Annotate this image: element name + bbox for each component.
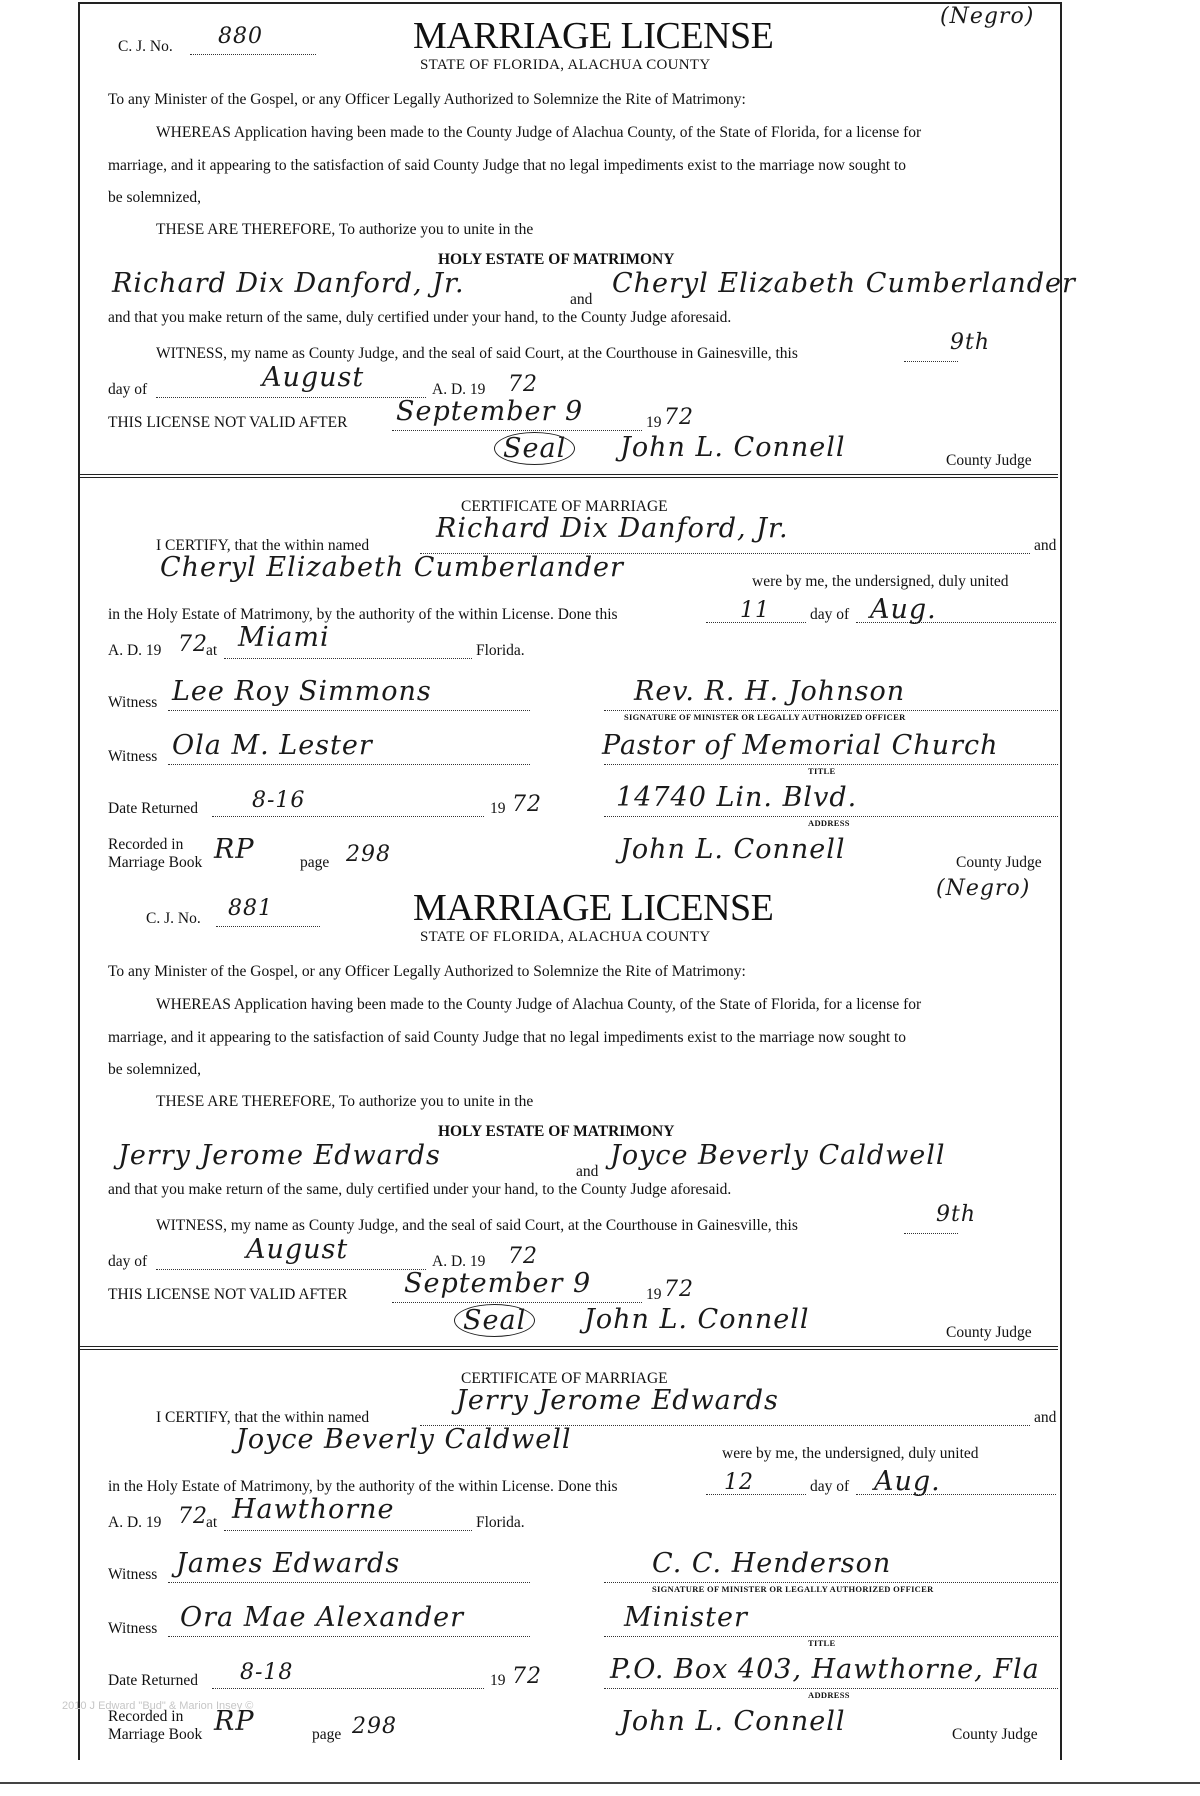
date-returned: 8-16: [252, 788, 306, 813]
whereas-line-1: WHEREAS Application having been made to the County Judge of Alachua County, of the State of Florida, for a license for: [156, 996, 922, 1013]
cert-month: Aug.: [870, 594, 937, 625]
county-judge-label-2: County Judge: [952, 1726, 1038, 1743]
and-word: and: [576, 1163, 599, 1180]
license-month: August: [246, 1234, 349, 1265]
nv-year-prefix: 19: [646, 414, 662, 431]
license-title: MARRIAGE LICENSE: [413, 15, 774, 57]
ad-label: A. D. 19: [432, 1253, 486, 1270]
certify-line: I CERTIFY, that the within named: [156, 537, 370, 554]
book-id: RP: [214, 834, 255, 865]
judge-signature: John L. Connell: [620, 432, 846, 463]
witness-line: WITNESS, my name as County Judge, and the seal of said Court, at the Courthouse in Gainesville, this: [156, 1217, 798, 1234]
license-year: 72: [508, 372, 538, 397]
holy-estate-line: in the Holy Estate of Matrimony, by the authority of the within License. Done this: [108, 606, 618, 623]
page-label: page: [312, 1726, 342, 1743]
whereas-line-3: be solemnized,: [108, 189, 201, 206]
minister-caption: SIGNATURE OF MINISTER OR LEGALLY AUTHORIZED OFFICER: [652, 1584, 934, 1594]
license-subtitle: STATE OF FLORIDA, ALACHUA COUNTY: [420, 929, 711, 945]
county-judge-label: County Judge: [946, 1324, 1032, 1341]
section-divider: [78, 1346, 1058, 1350]
return-line: and that you make return of the same, duly certified under your hand, to the County Judge aforesaid.: [108, 1181, 732, 1198]
and-word: and: [570, 291, 593, 308]
title-caption: TITLE: [808, 766, 836, 776]
returned-year: 72: [512, 1664, 542, 1689]
cj-label: C. J. No.: [118, 38, 173, 55]
cj-number: 881: [228, 896, 273, 921]
license-month: August: [262, 362, 365, 393]
cert-month: Aug.: [874, 1466, 941, 1497]
race-note: (Negro): [936, 876, 1031, 901]
page-number: 298: [346, 842, 391, 867]
to-any-minister: To any Minister of the Gospel, or any Officer Legally Authorized to Solemnize the Rite of Matrimony:: [108, 963, 746, 980]
section-divider: [78, 474, 1058, 478]
holy-estate-heading: HOLY ESTATE OF MATRIMONY: [438, 1123, 675, 1140]
not-valid-year: 72: [664, 405, 694, 430]
cert-year: 72: [178, 1504, 208, 1529]
day-of-label: day of: [108, 381, 148, 398]
cert-day-of-label: day of: [810, 1478, 850, 1495]
florida-label: Florida.: [476, 642, 525, 659]
judge-signature: John L. Connell: [584, 1304, 810, 1335]
therefore-line: THESE ARE THEREFORE, To authorize you to unite in the: [156, 1093, 534, 1110]
holy-estate-heading: HOLY ESTATE OF MATRIMONY: [438, 251, 675, 268]
minister-address: 14740 Lin. Blvd.: [616, 782, 858, 813]
to-any-minister: To any Minister of the Gospel, or any Officer Legally Authorized to Solemnize the Rite of Matrimony:: [108, 91, 746, 108]
and-word-cert: and: [1034, 537, 1057, 554]
license-year: 72: [508, 1244, 538, 1269]
date-returned-label: Date Returned: [108, 1672, 198, 1689]
certificate-title: CERTIFICATE OF MARRIAGE: [461, 498, 668, 515]
certificate-title: CERTIFICATE OF MARRIAGE: [461, 1370, 668, 1387]
witness1-label: Witness: [108, 694, 158, 711]
whereas-line-3: be solemnized,: [108, 1061, 201, 1078]
race-note: (Negro): [940, 4, 1035, 29]
cert-bride-name: Cheryl Elizabeth Cumberlander: [160, 552, 624, 583]
seal-mark: Seal: [454, 1304, 535, 1337]
cert-ad-label: A. D. 19: [108, 1514, 162, 1531]
cert-groom-name: Richard Dix Danford, Jr.: [436, 513, 789, 544]
book-id: RP: [214, 1706, 255, 1737]
license-subtitle: STATE OF FLORIDA, ALACHUA COUNTY: [420, 57, 711, 73]
license-title: MARRIAGE LICENSE: [413, 887, 774, 929]
not-valid-label: THIS LICENSE NOT VALID AFTER: [108, 1286, 348, 1303]
and-word-cert: and: [1034, 1409, 1057, 1426]
witness2-label: Witness: [108, 1620, 158, 1637]
florida-label: Florida.: [476, 1514, 525, 1531]
cert-groom-name: Jerry Jerome Edwards: [456, 1385, 779, 1416]
done-day: 11: [740, 598, 770, 623]
county-judge-label-2: County Judge: [956, 854, 1042, 871]
cert-ad-label: A. D. 19: [108, 642, 162, 659]
date-returned: 8-18: [240, 1660, 294, 1685]
cj-label: C. J. No.: [146, 910, 201, 927]
whereas-line-2: marriage, and it appearing to the satisfaction of said County Judge that no legal impediments exist to the marriage now sought to: [108, 157, 907, 174]
witness2-label: Witness: [108, 748, 158, 765]
county-judge-label: County Judge: [946, 452, 1032, 469]
minister-title: Pastor of Memorial Church: [602, 730, 999, 761]
recorded-in-label: Recorded in: [108, 836, 184, 853]
whereas-line-2: marriage, and it appearing to the satisfaction of said County Judge that no legal impediments exist to the marriage now sought to: [108, 1029, 907, 1046]
cert-day-of-label: day of: [810, 606, 850, 623]
witness-line: WITNESS, my name as County Judge, and the seal of said Court, at the Courthouse in Gainesville, this: [156, 345, 798, 362]
groom-name: Jerry Jerome Edwards: [118, 1140, 441, 1171]
whereas-line-1: WHEREAS Application having been made to the County Judge of Alachua County, of the State of Florida, for a license for: [156, 124, 922, 141]
witness2-name: Ola M. Lester: [172, 730, 373, 761]
minister-signature: C. C. Henderson: [652, 1548, 892, 1579]
done-day: 12: [724, 1470, 754, 1495]
therefore-line: THESE ARE THEREFORE, To authorize you to unite in the: [156, 221, 534, 238]
witness-day: 9th: [950, 330, 991, 355]
certify-line: I CERTIFY, that the within named: [156, 1409, 370, 1426]
recorded-in-label: Recorded in: [108, 1708, 184, 1725]
place-at-label: at: [206, 642, 218, 659]
return-line: and that you make return of the same, duly certified under your hand, to the County Judge aforesaid.: [108, 309, 732, 326]
day-of-label: day of: [108, 1253, 148, 1270]
page-number: 298: [352, 1714, 397, 1739]
not-valid-year: 72: [664, 1277, 694, 1302]
minister-address: P.O. Box 403, Hawthorne, Fla: [610, 1654, 1040, 1685]
witness1-name: James Edwards: [176, 1548, 401, 1579]
cj-number: 880: [218, 24, 263, 49]
cert-year: 72: [178, 632, 208, 657]
marriage-place: Hawthorne: [232, 1494, 395, 1525]
bride-name: Cheryl Elizabeth Cumberlander: [612, 268, 1076, 299]
returned-year-prefix: 19: [490, 1672, 506, 1689]
holy-estate-line: in the Holy Estate of Matrimony, by the authority of the within License. Done this: [108, 1478, 618, 1495]
witness1-name: Lee Roy Simmons: [172, 676, 432, 707]
witness2-name: Ora Mae Alexander: [180, 1602, 465, 1633]
bride-name: Joyce Beverly Caldwell: [610, 1140, 946, 1171]
minister-caption: SIGNATURE OF MINISTER OR LEGALLY AUTHORIZED OFFICER: [624, 712, 906, 722]
not-valid-date: September 9: [396, 396, 584, 427]
place-at-label: at: [206, 1514, 218, 1531]
witness-day: 9th: [936, 1202, 977, 1227]
address-caption: ADDRESS: [808, 1690, 850, 1700]
ad-label: A. D. 19: [432, 381, 486, 398]
returned-year: 72: [512, 792, 542, 817]
united-line: were by me, the undersigned, duly united: [752, 573, 1009, 590]
title-caption: TITLE: [808, 1638, 836, 1648]
cert-bride-name: Joyce Beverly Caldwell: [236, 1424, 572, 1455]
marriage-book-label: Marriage Book: [108, 1726, 203, 1743]
united-line: were by me, the undersigned, duly united: [722, 1445, 979, 1462]
minister-title: Minister: [624, 1602, 748, 1633]
marriage-book-label: Marriage Book: [108, 854, 203, 871]
seal-mark: Seal: [494, 432, 575, 465]
page-bottom-rule: [0, 1782, 1200, 1784]
minister-signature: Rev. R. H. Johnson: [634, 676, 906, 707]
marriage-place: Miami: [238, 622, 330, 653]
recorder-signature: John L. Connell: [620, 1706, 846, 1737]
returned-year-prefix: 19: [490, 800, 506, 817]
not-valid-date: September 9: [404, 1268, 592, 1299]
copyright-watermark: 2010 J Edward "Bud" & Marion Insey ©: [62, 1700, 254, 1712]
page-label: page: [300, 854, 330, 871]
recorder-signature: John L. Connell: [620, 834, 846, 865]
groom-name: Richard Dix Danford, Jr.: [112, 268, 465, 299]
date-returned-label: Date Returned: [108, 800, 198, 817]
nv-year-prefix: 19: [646, 1286, 662, 1303]
address-caption: ADDRESS: [808, 818, 850, 828]
witness1-label: Witness: [108, 1566, 158, 1583]
not-valid-label: THIS LICENSE NOT VALID AFTER: [108, 414, 348, 431]
